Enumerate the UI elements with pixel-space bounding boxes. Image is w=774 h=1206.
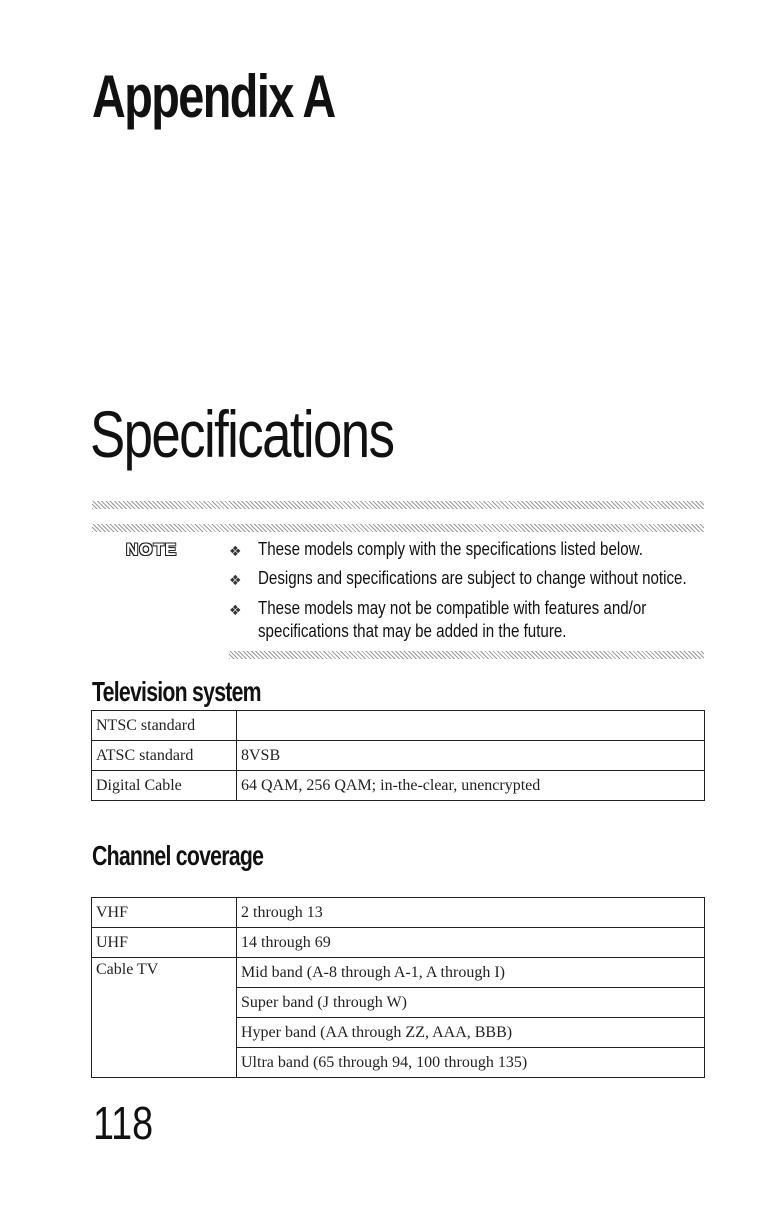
table-row [92, 898, 705, 928]
note-label: NOTE [126, 540, 178, 559]
spec-label: UHF [92, 928, 237, 958]
diamond-bullet-icon: ❖ [229, 572, 242, 588]
spec-label: Cable TV [92, 958, 237, 1078]
spec-value: Mid band (A-8 through A-1, A through I) [237, 958, 705, 988]
spec-value: 2 through 13 [237, 898, 705, 928]
table-row [92, 711, 705, 741]
note-item-continuation: specifications that may be added in the future. [258, 621, 567, 641]
table-row [92, 958, 705, 988]
spec-value: 64 QAM, 256 QAM; in-the-clear, unencrypted [237, 771, 705, 801]
television-system-table [91, 710, 705, 801]
diamond-bullet-icon: ❖ [229, 602, 242, 618]
note-top-divider [92, 501, 704, 509]
note-item: These models may not be compatible with features and/or [258, 598, 647, 618]
note-item: These models comply with the specifications listed below. [258, 539, 643, 559]
spec-value [237, 711, 705, 741]
spec-value: Ultra band (65 through 94, 100 through 135) [237, 1048, 705, 1078]
table-row [92, 771, 705, 801]
page-number: 118 [93, 1097, 154, 1149]
spec-value: 8VSB [237, 741, 705, 771]
note-bottom-divider [229, 651, 704, 659]
channel-coverage-table [91, 897, 705, 1078]
spec-label: Digital Cable [92, 771, 237, 801]
note-header-divider [92, 524, 704, 532]
note-item: Designs and specifications are subject to change without notice. [258, 568, 687, 588]
table-row [92, 741, 705, 771]
diamond-bullet-icon: ❖ [229, 543, 242, 559]
page-title: Specifications [90, 397, 394, 471]
section-heading-channel-coverage: Channel coverage [92, 840, 264, 871]
section-heading-television-system: Television system [92, 676, 261, 707]
spec-label: VHF [92, 898, 237, 928]
appendix-title: Appendix A [92, 63, 335, 130]
spec-label: NTSC standard [92, 711, 237, 741]
spec-value: 14 through 69 [237, 928, 705, 958]
spec-value: Hyper band (AA through ZZ, AAA, BBB) [237, 1018, 705, 1048]
spec-value: Super band (J through W) [237, 988, 705, 1018]
table-row [92, 928, 705, 958]
spec-label: ATSC standard [92, 741, 237, 771]
